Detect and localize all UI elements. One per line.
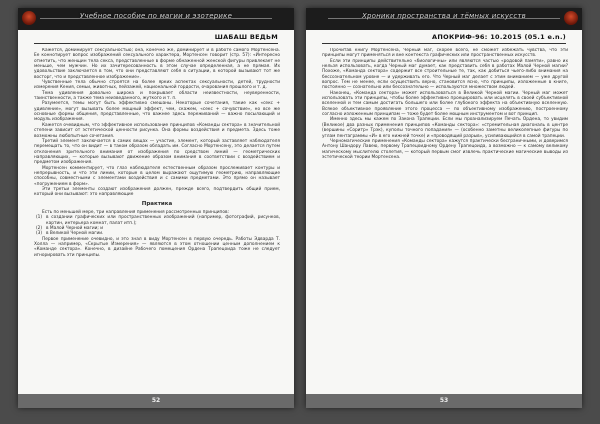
paragraph: Третий элемент заключается в самих вещах — участие, элемент, который заставляет наблюдателя перемещать то, что он видит — в таком образом обладать им. Согласно Мортенсену, это делается путем отклонения зрительного внимания от изображения по средством линий — геометрических направляющих, — которые вызывают движение образом внимания в соответствии с воздействием и предметом изображения. bbox=[34, 138, 280, 166]
page-header-band bbox=[18, 8, 294, 30]
emblem-icon bbox=[22, 11, 36, 25]
list-item bbox=[34, 231, 280, 236]
header-text: Учебное пособие по магии и эзотерике bbox=[79, 12, 233, 20]
list-marker: (1) bbox=[36, 215, 43, 221]
emblem-icon bbox=[564, 11, 578, 25]
list-marker: (2) bbox=[36, 226, 43, 231]
section-intro: Есть по меньшей мере, три направления применения рассмотренных принципов: bbox=[42, 209, 229, 215]
list-item bbox=[34, 215, 280, 226]
section-heading: Практика bbox=[141, 200, 173, 207]
paragraph: Кажется очевидным, что эффективное использование принципов «Команды сектора» в значительной степени зависит от эстетической ценности рисунка. Она формы воздействия и предмета. Здесь тоже возможны любопытные сочетания. bbox=[34, 122, 280, 139]
paragraph: Кажется, доминирует сексуальностью; она, конечно же, доминирует и в работе самого Мортенсена. Ее коннотирует вопрос изображений сексуального характера, Мортенсен говорит (стр. 57): «Интересно отметить, что женщин тела секса, представленные в форме обнаженной женской фигуры привлекает не меньше, чем мужчин. Но их зачитересованность в этом случае определенная, а не прямая. Их удовольствие заключается в том, что они представляют себя в ситуации, в которой вызывают тот же восторг, что и представленное изображение». bbox=[34, 48, 280, 80]
paragraph: Наконец, «Команда сектора» может использоваться в Великой Черной магии. Черный маг может использовать эти принципы, чтобы более эффективно проецировать или исцелять в своей субъективной вселенной и тем самым достигать большего или более глубокого эффекта на объективную вселенную. Всякое объективное проявление этого процесса — по объективному изображению, построенному согласно изложенным принципам — тоже будет более мощным инструментом и вот принцип. bbox=[322, 90, 568, 118]
page-header-band bbox=[306, 8, 582, 30]
running-title: ШАБАШ ВЕДЬМ bbox=[214, 33, 278, 41]
paragraph: Разумеется, темы могут быть эффективно смешаны. Некоторые сочетания, такие как «секс + удивление», могут вызывать более мощный эффект, чем, скажем, «секс + сочувствие», но все же основные формы общения, представленные, что важнее здесь переживаний — важно посылающий и модуль изображения. bbox=[34, 101, 280, 123]
paragraph: Прочитав книгу Мортенсена, Черный маг, скорее всего, не сможет избежать чувства, что эти принципы могут применяться и вне контекста графических или пространственных искусств. bbox=[322, 48, 568, 59]
list-item-text: в создании графических или пространственных изображений (например, фотографий, рисунков, картин, интерьера комнат, палат итп.); bbox=[46, 215, 280, 226]
paragraph: Мортенсен комментирует, что глаз наблюдателя естественным образом прослеживает контуры и непрерывность, и что эти линии, которые в целом выражают ощутимую геометрию, направляющие способны, совместными с элементами воздействия и с самими предметами. Это прямо он называет «погружением в форм». bbox=[34, 165, 280, 187]
list-item-text: в Малой Черной магии; и bbox=[46, 226, 104, 231]
title-rule bbox=[34, 43, 278, 44]
left-page bbox=[18, 8, 294, 408]
page-footer-band bbox=[306, 394, 582, 408]
list-item-text: в Великой Черной магии. bbox=[46, 231, 104, 237]
page-number: 53 bbox=[439, 397, 449, 404]
paragraph: Чувственные тела обычно строятся на более ярких аспектах сексуальности, детей, трудности измерения Кения, семьи, животных, пейзажей, национальной гордости, очарования прошлого и т. д. bbox=[34, 80, 280, 91]
paragraph: Эти третьи элементы создают изображения должен, прежде всего, подтвердить общий прием, который они вызывают: это направляющие bbox=[34, 186, 280, 198]
title-rule bbox=[322, 43, 566, 44]
paragraph: Если эти принципы действительно «биологичны» или являются частью «родовой памяти», равно их нельзя использовать, когда Черный маг думает, как представить себя в работах Малой Черной магии? Похоже, «Команда сектора» содержит все строительные те, так, как добиться чьего-либо внимания на бессознательном уровне — и удерживать его. Что Черный маг делает с этим вниманием — уже другой вопрос. Тем не менее, если осуществить верно, становится ясно, что принципы, изложенные в книге, постоянно — сознательно или бессознательно — используются множеством людей. bbox=[322, 58, 568, 91]
paragraph: Черномагические применения «Команды сектора» кажутся практически бесграничными, и доверимся Антону Шандору Лавею, первому Трапецоидному Ордену Трапецоида, а возможно — к самому великому магическому мыслителю столетия, — который первым смог извлечь практические магические выводы из эстетической теории Мортенсена. bbox=[322, 138, 568, 160]
page-number: 52 bbox=[151, 397, 161, 404]
paragraph: Первое применение очевидно, и это знал в виду Мортенсен в первую очередь. Работы Эдварда Т. Холла — например, «Скрытые Измерения» — являются в этом отношении ценным дополнением к «Команде сектора». Конечно, в дизайне Рабочего помещения Ордена Трапецоида тоже не следует игнорировать эти принципы. bbox=[34, 236, 280, 258]
header-text: Хроники пространства и тёмных искусств bbox=[362, 12, 526, 20]
running-title: АПОКРИФ-96: 10.2015 (05.1 e.n.) bbox=[432, 33, 566, 41]
list-marker: (3) bbox=[36, 231, 43, 237]
paragraph: Именно здесь мы кажем по Закона Трапеции. Если мы проанализируем Печать Ордена, то увидим (Великое) два разных применения принципов «Команды сектора»: «стремительная диагональ в центре (вершины «Соритр» Трэк), куполы точного попадания» — (особенно заметны великолепные фигуры по углам пентаграммы «И» в его нижней точке) и «проводящий разрыв», усиливающийся в самой трапеции. bbox=[322, 117, 568, 139]
paragraph: Тема удивления довольно широка и покрывает области неизвестности, неуверенности, таинственности, а также тема неизведанного, жуткого и т. п. bbox=[34, 90, 280, 102]
right-page bbox=[306, 8, 582, 408]
page-body bbox=[34, 48, 280, 386]
page-body bbox=[322, 48, 568, 386]
page-footer-band bbox=[18, 394, 294, 408]
